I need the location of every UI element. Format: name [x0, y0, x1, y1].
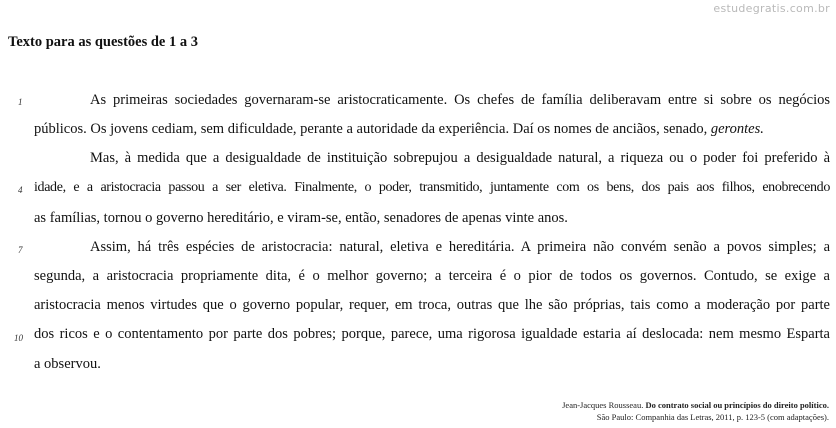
source-citation-line-2: São Paulo: Companhia das Letras, 2011, p. 123-5 (com adaptações).	[596, 412, 829, 422]
text-line-2	[34, 121, 830, 138]
site-watermark: estudegratis.com.br	[713, 2, 830, 15]
text-line-3: Mas, à medida que a desigualdade de instituição sobrepujou a desigualdade natural, a riqueza ou o poder foi preferido à	[90, 150, 830, 166]
text-line-5: as famílias, tornou o governo hereditário, e viram-se, então, senadores de apenas vinte anos.	[34, 210, 568, 226]
text-line-8: aristocracia menos virtudes que o governo popular, requer, em troca, outras que lhe são próprias, tais como a moderação por parte	[34, 297, 830, 313]
line-number-4: 4	[18, 185, 23, 195]
source-author: Jean-Jacques Rousseau.	[562, 400, 644, 410]
text-line-6: Assim, há três espécies de aristocracia: natural, eletiva e hereditária. A primeira não convém senão a povos simples; a	[90, 239, 830, 255]
line-number-10: 10	[14, 333, 23, 343]
text-line-9: dos ricos e o contentamento por parte dos pobres; porque, parece, uma rigorosa igualdade estaria aí deslocada: nem mesmo Esparta	[34, 326, 830, 342]
text-line-7: segunda, a aristocracia propriamente dita, é o melhor governo; a terceira é o pior de todos os governos. Contudo, se exige a	[34, 268, 830, 284]
text-line-1: As primeiras sociedades governaram-se aristocraticamente. Os chefes de família deliberavam entre si sobre os negócios	[90, 92, 830, 108]
section-heading: Texto para as questões de 1 a 3	[8, 34, 198, 50]
line-number-7: 7	[18, 245, 23, 255]
line-number-1: 1	[18, 97, 23, 107]
source-title: Do contrato social ou princípios do direito político.	[645, 400, 829, 410]
gerontes-term: gerontes.	[710, 121, 764, 137]
text-line-2-main: públicos. Os jovens cediam, sem dificuldade, perante a autoridade da experiência. Daí os nomes de anciãos, senado,	[34, 121, 708, 137]
text-line-4: idade, e a aristocracia passou a ser eletiva. Finalmente, o poder, transmitido, juntamente com os bens, dos pais aos filhos, enobrecendo	[34, 180, 830, 195]
text-line-10: a observou.	[34, 356, 101, 372]
source-citation-line-1	[562, 400, 829, 410]
